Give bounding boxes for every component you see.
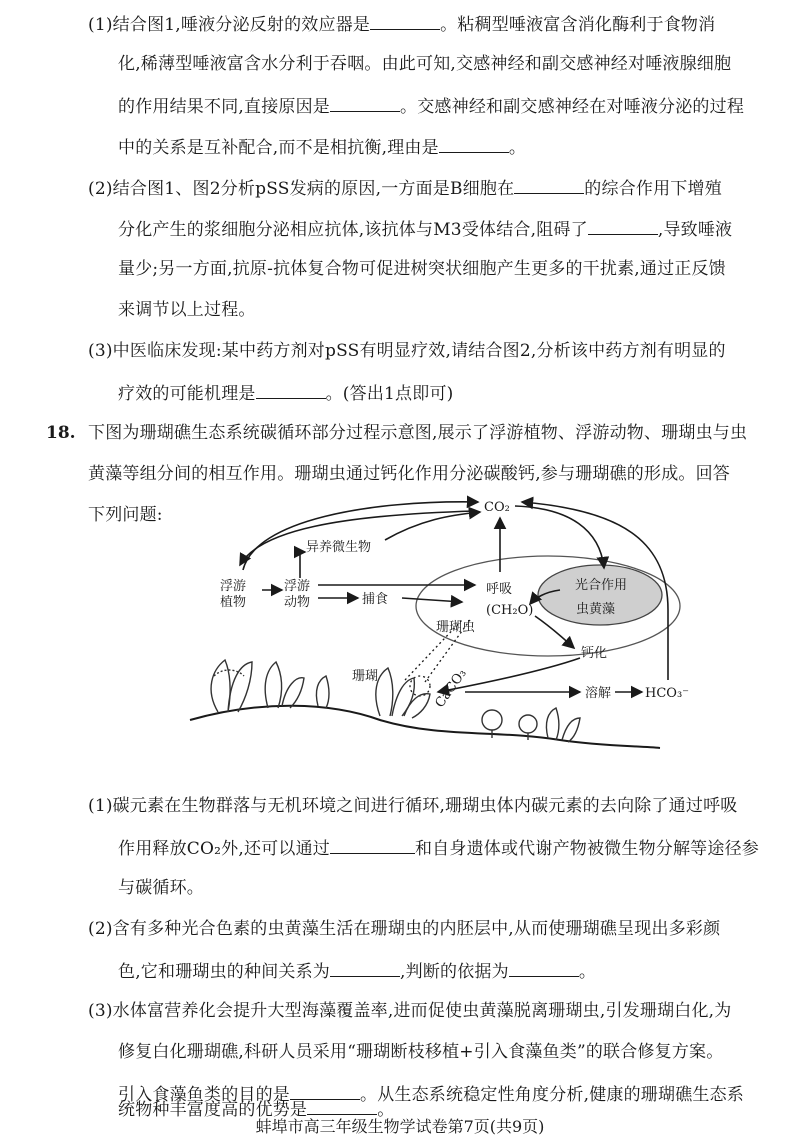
q17-p1-line4: 中的关系是互补配合,而不是相抗衡,理由是 。 [118, 135, 526, 159]
label-heterotroph: 异养微生物 [306, 540, 372, 555]
label-polyp: 珊瑚虫 [436, 620, 476, 635]
q17-p2-line1: (2)结合图1、图2分析pSS发病的原因,一方面是B细胞在 的综合作用下增殖 [88, 176, 722, 200]
label-zoo-2: 动物 [284, 595, 311, 610]
coral-cluster-left [211, 660, 329, 712]
q18-number: 18. [46, 423, 76, 443]
q18-p3-line2: 修复白化珊瑚礁,科研人员采用“珊瑚断枝移植+引入食藻鱼类”的联合修复方案。 [118, 1042, 724, 1062]
q17-p3-line1: (3)中医临床发现:某中药方剂对pSS有明显疗效,请结合图2,分析该中药方剂有明显的 [88, 341, 726, 361]
q17-p2-line2: 分化产生的浆细胞分泌相应抗体,该抗体与M3受体结合,阻碍了 ,导致唾液 [118, 217, 732, 241]
label-phyto-2: 植物 [220, 595, 247, 610]
answer-blank [330, 836, 415, 854]
coral-cluster-middle [376, 668, 430, 718]
q18-p1-line1: (1)碳元素在生物群落与无机环境之间进行循环,珊瑚虫体内碳元素的去向除了通过呼吸 [88, 796, 738, 816]
answer-blank [290, 1082, 360, 1100]
label-coral: 珊瑚 [352, 669, 379, 684]
arrow-predation-to-polyp [402, 598, 462, 602]
label-zoo-1: 浮游 [284, 579, 311, 594]
seabed-line [190, 706, 660, 748]
label-photosynthesis: 光合作用 [575, 578, 628, 593]
label-phyto-1: 浮游 [220, 579, 247, 594]
label-zoox: 虫黄藻 [576, 602, 616, 617]
q18-p1-line2: 作用释放CO₂外,还可以通过 和自身遗体或代谢产物被微生物分解等途径参 [118, 836, 759, 860]
answer-blank [509, 959, 579, 977]
q17-p3-line2: 疗效的可能机理是 。(答出1点即可) [118, 381, 454, 405]
q18-intro-line3: 下列问题: [88, 505, 163, 525]
label-respiration: 呼吸 [486, 582, 513, 597]
q18-intro-line2: 黄藻等组分间的相互作用。珊瑚虫通过钙化作用分泌碳酸钙,参与珊瑚礁的形成。回答 [88, 464, 731, 484]
arrow-heterotroph-to-co2 [385, 512, 480, 540]
q18-intro-line1: 下图为珊瑚礁生态系统碳循环部分过程示意图,展示了浮游植物、浮游动物、珊瑚虫与虫 [88, 423, 748, 443]
q17-p2-line4: 来调节以上过程。 [118, 300, 256, 320]
q17-p1-line1: (1)结合图1,唾液分泌反射的效应器是 。粘稠型唾液富含消化酶利于食物消 [88, 12, 715, 36]
q17-p2-line3: 量少;另一方面,抗原-抗体复合物可促进树突状细胞产生更多的干扰素,通过正反馈 [118, 259, 726, 279]
q18-p2-line2: 色,它和珊瑚虫的种间关系为 ,判断的依据为 。 [118, 959, 596, 983]
label-ch2o: (CH₂O) [486, 603, 534, 618]
q17-p1-line3: 的作用结果不同,直接原因是 。交感神经和副交感神经在对唾液分泌的过程 [118, 94, 744, 118]
q18-p3-line1: (3)水体富营养化会提升大型海藻覆盖率,进而促使虫黄藻脱离珊瑚虫,引发珊瑚白化,为 [88, 1001, 732, 1021]
label-hco3: HCO₃⁻ [645, 686, 690, 701]
q17-p1-line2: 化,稀薄型唾液富含水分利于吞咽。由此可知,交感神经和副交感神经对唾液腺细胞 [118, 54, 732, 74]
q18-p3-line4: 统物种丰富度高的优势是 。 [118, 1100, 395, 1120]
answer-blank [307, 1100, 377, 1115]
label-calcification: 钙化 [581, 646, 608, 661]
label-dissolve: 溶解 [585, 686, 612, 701]
q18-p3-line3: 引入食藻鱼类的目的是 。从生态系统稳定性角度分析,健康的珊瑚礁生态系 [118, 1082, 744, 1106]
answer-blank [330, 959, 400, 977]
q18-p2-line1: (2)含有多种光合色素的虫黄藻生活在珊瑚虫的内胚层中,从而使珊瑚礁呈现出多彩颜 [88, 919, 721, 939]
label-co2: CO₂ [484, 500, 510, 515]
label-predation: 捕食 [362, 592, 389, 607]
arrow-zoo-to-heterotroph [300, 552, 305, 578]
q18-p1-line3: 与碳循环。 [118, 878, 204, 898]
page-footer: 蚌埠市高三年级生物学试卷第7页(共9页) [255, 1117, 545, 1136]
label-caco3: CaCO₃ [432, 666, 470, 711]
